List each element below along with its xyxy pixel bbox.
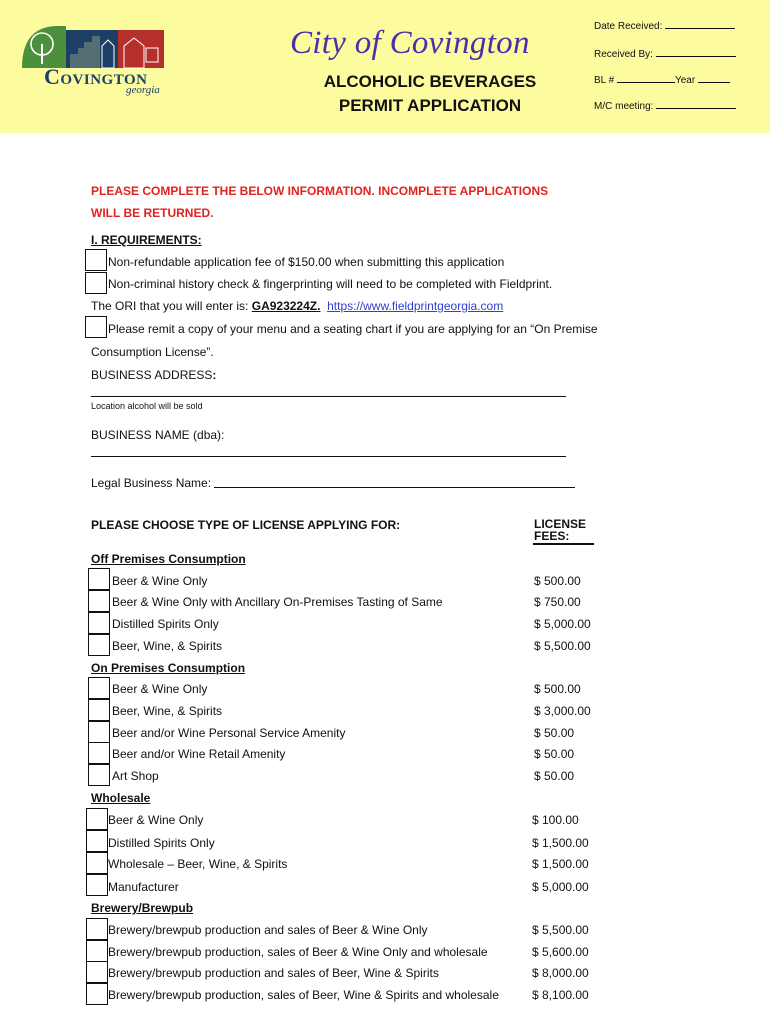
brewery-heading: Brewery/Brewpub [91,901,194,915]
requirement-fee-text: Non-refundable application fee of $150.00 when submitting this application [108,255,505,269]
mc-meeting-field[interactable] [656,100,736,109]
on-premises-beer-wine-checkbox[interactable] [88,677,110,699]
permit-title-line2: PERMIT APPLICATION [338,96,522,115]
on-premises-art-shop-fee: $ 50.00 [534,769,575,783]
on-premises-art-shop-checkbox[interactable] [88,764,110,786]
off-premises-all-label: Beer, Wine, & Spirits [112,639,223,653]
requirement-fee-checkbox[interactable] [85,249,107,271]
city-logo [18,20,178,100]
received-by-label: Received By: [594,49,653,60]
ori-line [91,299,503,313]
license-fees-heading [534,518,586,542]
wholesale-beer-wine-label: Beer & Wine Only [108,813,204,827]
legal-business-name-label: Legal Business Name: [91,476,212,490]
permit-title-line1: ALCOHOLIC BEVERAGES [323,72,537,91]
off-premises-heading: Off Premises Consumption [91,552,246,566]
requirement-menu-text-cont: Consumption License”. [91,345,214,359]
logo-subtitle: georgia [126,84,160,96]
on-premises-retail-amenity-checkbox[interactable] [88,742,110,764]
requirement-menu-text: Please remit a copy of your menu and a seating chart if you are applying for an “On Premise [108,322,598,336]
brewery-spirits-wholesale-checkbox[interactable] [86,983,108,1005]
date-received-label: Date Received: [594,21,663,32]
wholesale-manufacturer-label: Manufacturer [108,880,179,894]
city-title: City of Covington [290,25,530,61]
wholesale-heading: Wholesale [91,791,151,805]
on-premises-beer-wine-label: Beer & Wine Only [112,682,208,696]
on-premises-retail-amenity-label: Beer and/or Wine Retail Amenity [112,747,286,761]
on-premises-retail-amenity-fee: $ 50.00 [534,747,575,761]
brewery-spirits-fee: $ 8,000.00 [532,966,589,980]
license-fees-heading-line1: LICENSE [534,517,587,531]
bl-label: BL # [594,75,615,86]
brewery-spirits-label: Brewery/brewpub production and sales of Beer, Wine & Spirits [108,966,439,980]
wholesale-beer-wine-checkbox[interactable] [86,808,108,830]
brewery-beer-wine-wholesale-checkbox[interactable] [86,940,108,962]
year-label: Year [674,75,696,86]
legal-business-name-field[interactable] [214,487,575,488]
business-address-hint: Location alcohol will be sold [91,401,203,411]
on-premises-personal-service-checkbox[interactable] [88,721,110,743]
wholesale-spirits-label: Distilled Spirits Only [108,836,215,850]
business-address-label [91,368,216,382]
business-address-label-text: BUSINESS ADDRESS [91,368,213,382]
business-address-colon: : [212,368,217,382]
off-premises-tasting-label: Beer & Wine Only with Ancillary On-Premises Tasting of Same [112,595,443,609]
off-premises-beer-wine-checkbox[interactable] [88,568,110,590]
off-premises-all-checkbox[interactable] [88,634,110,656]
ori-code: GA923224Z. [251,299,321,313]
off-premises-spirits-fee: $ 5,000.00 [534,617,591,631]
on-premises-all-fee: $ 3,000.00 [534,704,591,718]
wholesale-spirits-checkbox[interactable] [86,830,108,852]
wholesale-manufacturer-fee: $ 5,000.00 [532,880,589,894]
received-by-field[interactable] [656,48,736,57]
on-premises-personal-service-fee: $ 50.00 [534,726,575,740]
wholesale-all-label: Wholesale – Beer, Wine, & Spirits [108,857,288,871]
warning-line2: WILL BE RETURNED. [91,206,214,220]
on-premises-all-checkbox[interactable] [88,699,110,721]
mc-meeting-label: M/C meeting: [594,101,654,112]
off-premises-beer-wine-fee: $ 500.00 [534,574,581,588]
brewery-beer-wine-wholesale-fee: $ 5,600.00 [532,945,589,959]
mc-meeting-row [594,100,736,112]
on-premises-personal-service-label: Beer and/or Wine Personal Service Amenity [112,726,346,740]
date-received-row [594,20,735,32]
wholesale-all-checkbox[interactable] [86,852,108,874]
requirement-menu-checkbox[interactable] [85,316,107,338]
off-premises-beer-wine-label: Beer & Wine Only [112,574,208,588]
brewery-beer-wine-label: Brewery/brewpub production and sales of Beer & Wine Only [108,923,428,937]
permit-title [300,70,560,118]
on-premises-heading: On Premises Consumption [91,661,246,675]
fees-underline [533,543,594,545]
wholesale-spirits-fee: $ 1,500.00 [532,836,589,850]
off-premises-all-fee: $ 5,500.00 [534,639,591,653]
bl-row [594,74,730,86]
requirements-heading: I. REQUIREMENTS: [91,233,202,247]
received-by-row [594,48,736,60]
business-address-field[interactable] [91,396,566,397]
on-premises-art-shop-label: Art Shop [112,769,159,783]
brewery-spirits-wholesale-fee: $ 8,100.00 [532,988,589,1002]
fieldprint-link[interactable]: https://www.fieldprintgeorgia.com [327,299,504,313]
license-fees-heading-line2: FEES: [534,529,570,543]
business-name-field[interactable] [91,456,566,457]
on-premises-beer-wine-fee: $ 500.00 [534,682,581,696]
off-premises-spirits-checkbox[interactable] [88,612,110,634]
year-field[interactable] [698,74,730,83]
requirement-fingerprint-checkbox[interactable] [85,272,107,294]
date-received-field[interactable] [665,20,735,29]
off-premises-tasting-checkbox[interactable] [88,590,110,612]
off-premises-tasting-fee: $ 750.00 [534,595,581,609]
header-band [0,0,770,133]
wholesale-manufacturer-checkbox[interactable] [86,874,108,896]
brewery-beer-wine-fee: $ 5,500.00 [532,923,589,937]
ori-prefix: The ORI that you will enter is: [91,299,252,313]
logo-wordmark: Covington [44,64,148,89]
brewery-spirits-wholesale-label: Brewery/brewpub production, sales of Beer, Wine & Spirits and wholesale [108,988,499,1002]
brewery-beer-wine-wholesale-label: Brewery/brewpub production, sales of Beer & Wine Only and wholesale [108,945,488,959]
bl-number-field[interactable] [617,74,675,83]
wholesale-all-fee: $ 1,500.00 [532,857,589,871]
on-premises-all-label: Beer, Wine, & Spirits [112,704,223,718]
brewery-beer-wine-checkbox[interactable] [86,918,108,940]
wholesale-beer-wine-fee: $ 100.00 [532,813,579,827]
off-premises-spirits-label: Distilled Spirits Only [112,617,219,631]
incomplete-warning [91,180,591,224]
requirement-fingerprint-text: Non-criminal history check & fingerprinting will need to be completed with Fieldprint. [108,277,553,291]
warning-line1: PLEASE COMPLETE THE BELOW INFORMATION. INCOMPLETE APPLICATIONS [91,184,549,198]
license-type-heading: PLEASE CHOOSE TYPE OF LICENSE APPLYING FOR: [91,518,401,532]
business-name-label: BUSINESS NAME (dba): [91,428,225,442]
brewery-spirits-checkbox[interactable] [86,961,108,983]
